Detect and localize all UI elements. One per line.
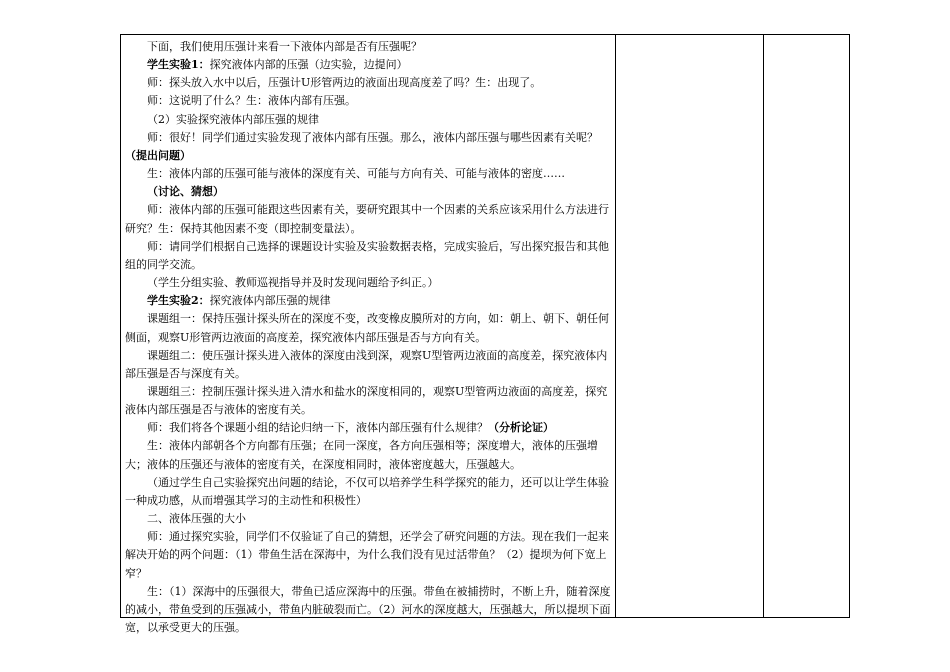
text-run: 课题组二：使压强计探头进入液体的深度由浅到深，观察U型管两边液面的高度差，探究液体内部压强是否与深度有关。 <box>125 348 608 380</box>
text-run: 生：（1）深海中的压强很大，带鱼已适应深海中的压强。带鱼在被捕捞时，不断上升，随着深度的减小，带鱼受到的压强减小，带鱼内脏破裂而亡。（2）河水的深度越大，压强越大，所以提坝下面宽，以承受更大的压强。 <box>125 584 611 634</box>
text-run: 师：液体内部的压强可能跟这些因素有关，要研究跟其中一个因素的关系应该采用什么方法进行研究？生：保持其他因素不变（即控制变量法）。 <box>125 203 609 235</box>
text-run: （通过学生自己实验探究出问题的结论，不仅可以培养学生科学探究的能力，还可以让学生体验一种成功感，从而增强其学习的主动性和积极性） <box>125 475 609 507</box>
bold-text: （提出问题） <box>125 148 191 162</box>
paragraph <box>125 437 613 473</box>
paragraph <box>125 111 613 129</box>
paragraph <box>125 292 613 310</box>
paragraph <box>125 238 613 274</box>
text-run: 探究液体内部压强的规律 <box>209 294 331 308</box>
text-run: 生：液体内部的压强可能与液体的深度有关、可能与方向有关、可能与液体的密度…… <box>147 167 565 181</box>
paragraph <box>125 56 613 74</box>
paragraph <box>125 165 613 183</box>
paragraph <box>125 419 613 437</box>
paragraph <box>125 92 613 110</box>
text-run: 师：很好！同学们通过实验发现了液体内部有压强。那么，液体内部压强与哪些因素有关呢？ <box>147 130 598 144</box>
text-run: 课题组一：保持压强计探头所在的深度不变，改变橡皮膜所对的方向，如：朝上、朝下、朝任何侧面，观察U形管两边液面的高度差，探究液体内部压强是否与方向有关。 <box>125 312 609 344</box>
content-column <box>121 35 616 634</box>
text-run: 师：这说明了什么？生：液体内部有压强。 <box>147 94 356 108</box>
paragraph <box>125 201 613 237</box>
text-run: 生：液体内部朝各个方向都有压强；在同一深度，各方向压强相等；深度增大，液体的压强增大；液体的压强还与液体的密度有关，在深度相同时，液体密度越大，压强越大。 <box>125 439 598 471</box>
text-run: 二、液体压强的大小 <box>147 512 246 526</box>
text-run: 下面，我们使用压强计来看一下液体内部是否有压强呢？ <box>147 40 422 53</box>
text-run: 师：请同学们根据自己选择的课题设计实验及实验数据表格，完成实验后，写出探究报告和其他组的同学交流。 <box>125 239 609 271</box>
text-run: 探究液体内部的压强（边实验，边提问） <box>209 58 408 72</box>
paragraph <box>125 183 613 201</box>
bold-text: 学生实验1： <box>147 58 210 72</box>
paragraph <box>125 38 613 56</box>
paragraph <box>125 510 613 528</box>
text-run: 师：探头放入水中以后，压强计U形管两边的液面出现高度差了吗？生：出现了。 <box>147 76 542 90</box>
lesson-content <box>125 38 613 637</box>
text-run: （学生分组实验、教师巡视指导并及时发现问题给予纠正。） <box>147 276 439 290</box>
text-run: 师：我们将各个课题小组的结论归纳一下，液体内部压强有什么规律？ <box>147 421 488 435</box>
paragraph <box>125 383 613 419</box>
paragraph <box>125 528 613 582</box>
paragraph <box>125 274 613 292</box>
paragraph <box>125 129 613 165</box>
paragraph <box>125 310 613 346</box>
empty-column-3 <box>764 35 849 617</box>
paragraph <box>125 583 613 637</box>
empty-column-2 <box>616 35 764 617</box>
bold-text: （分析论证） <box>488 421 554 435</box>
lesson-table <box>120 34 850 634</box>
text-run: 师：通过探究实验，同学们不仅验证了自己的猜想，还学会了研究问题的方法。现在我们一起来解决开始的两个问题：（1）带鱼生活在深海中，为什么我们没有见过活带鱼？（2）提坝为何下宽上窄？ <box>125 530 609 580</box>
paragraph <box>125 474 613 510</box>
paragraph <box>125 347 613 383</box>
text-run: （2）实验探究液体内部压强的规律 <box>147 112 319 126</box>
bold-text: 学生实验2： <box>147 294 210 308</box>
bold-text: （讨论、猜想） <box>147 185 224 199</box>
text-run: 课题组三：控制压强计探头进入清水和盐水的深度相同的，观察U型管两边液面的高度差，探究液体内部压强是否与液体的密度有关。 <box>125 384 608 417</box>
paragraph <box>125 74 613 92</box>
